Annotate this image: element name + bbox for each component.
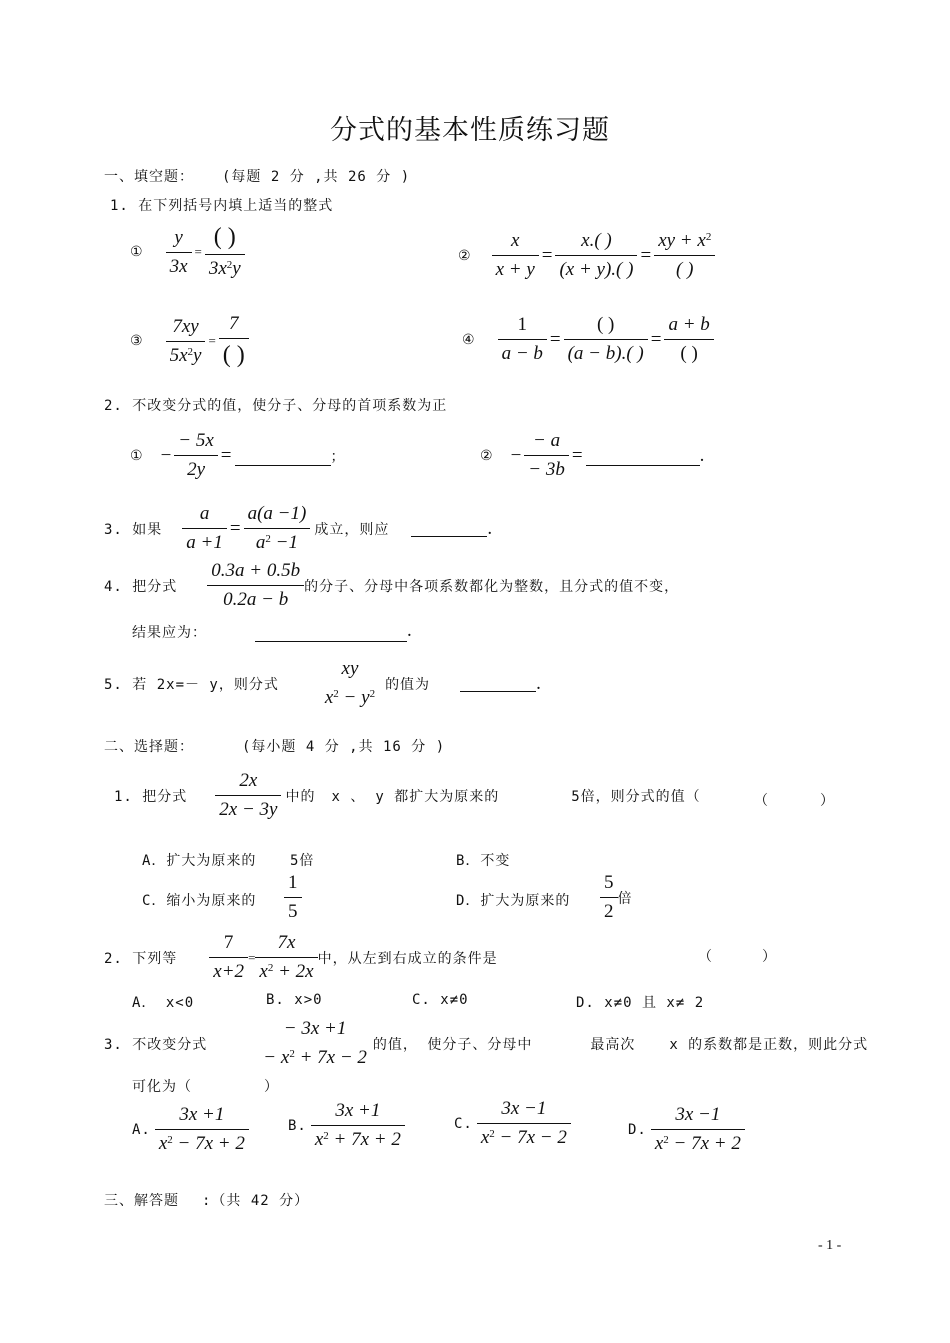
answer-blank[interactable]: [586, 445, 700, 466]
denominator: x+2: [213, 961, 245, 982]
q4-line2-text: 结果应为：: [132, 625, 207, 641]
s3-mid2: 最高次: [590, 1036, 636, 1053]
punctuation: ；: [330, 448, 346, 465]
option-c[interactable]: C. x≠0: [412, 992, 469, 1008]
answer-paren-right: ）: [820, 793, 835, 809]
fraction: [498, 314, 547, 365]
option-b-label: B.: [288, 1117, 307, 1134]
denominator: x + y: [495, 259, 535, 280]
numerator: x.( ): [581, 230, 612, 251]
denominator-tail: −1: [270, 532, 298, 553]
denominator-mid: − y: [338, 687, 370, 708]
denominator: x: [480, 1127, 490, 1148]
fraction: [174, 430, 218, 481]
denominator-tail: + 2x: [273, 961, 314, 982]
numerator: 7x: [277, 932, 296, 953]
denominator: ( ): [222, 342, 245, 368]
fraction: [166, 227, 192, 278]
fraction: $\frac{7x}{x^2 + 2x}$: [255, 932, 317, 983]
marker-2: ②: [480, 447, 494, 464]
fraction: [207, 560, 304, 611]
denominator: x: [324, 687, 334, 708]
denominator-tail: − 7x − 2: [494, 1127, 567, 1148]
numerator: 1: [517, 314, 527, 335]
option-b[interactable]: B. x>0: [266, 992, 323, 1008]
denominator: a +1: [186, 532, 223, 553]
fraction: xy $x^2 - y^2$: [324, 658, 376, 708]
q1-label: 1. 在下列括号内填上适当的整式: [110, 198, 334, 214]
marker-1: ①: [130, 244, 144, 260]
denominator: ( ): [676, 259, 694, 280]
answer-blank[interactable]: [255, 625, 407, 642]
q1-item1: [130, 224, 245, 280]
q5-suffix: 的值为: [385, 676, 431, 693]
fraction: [564, 314, 648, 365]
punctuation: .: [536, 672, 541, 694]
fraction: [664, 314, 713, 365]
s1-text: y 都扩大为原来的: [375, 788, 500, 805]
denominator: a − b: [501, 343, 543, 364]
numerator: a(a −1): [247, 503, 307, 524]
s3-option-a[interactable]: A. $\frac{3x +1}{x^2 - 7x + 2}$: [132, 1104, 249, 1155]
answer-paren-left: （: [698, 949, 713, 965]
s3: [104, 1018, 868, 1069]
q5: [104, 658, 541, 709]
section3-heading: 三、解答题: [104, 1193, 179, 1209]
s3-option-c[interactable]: C. $\frac{3x -1}{x^2 - 7x - 2}$: [454, 1098, 571, 1149]
option-a-value: 5倍: [290, 853, 315, 869]
numerator: y: [174, 226, 183, 248]
denominator: x: [654, 1133, 664, 1154]
fraction: $\frac{xy + x^2}{( )}$: [654, 230, 715, 281]
equals-sign: =: [208, 333, 216, 348]
marker-2: ②: [458, 247, 472, 264]
fraction: $\frac{( )}{3x^2y}$: [205, 224, 245, 280]
option-a[interactable]: A．扩大为原来的: [142, 853, 257, 869]
denominator: 3x: [169, 255, 188, 277]
numerator: 2x: [239, 770, 258, 791]
s3-tail: x 的系数都是正数，则此分式: [669, 1036, 869, 1053]
option-d-label: D.: [628, 1121, 647, 1138]
fraction: − 3x +1 − $x^2 + 7x - 2$: [263, 1018, 367, 1068]
denominator: (x + y).( ): [559, 259, 634, 280]
numerator: ( ): [213, 224, 236, 250]
punctuation: .: [407, 620, 412, 641]
equals-sign: =: [549, 328, 561, 350]
s2: [104, 932, 498, 983]
numerator: 3x −1: [675, 1104, 721, 1125]
marker-3: ③: [130, 333, 144, 349]
q5-prefix: 5. 若 2x=－ y，则分式: [104, 676, 279, 693]
section1-heading: 一、填空题：: [104, 169, 194, 185]
minus-sign: −: [510, 444, 522, 466]
denominator: 5: [288, 901, 298, 922]
denominator: 2: [604, 901, 614, 922]
equals-sign: =: [640, 244, 652, 266]
page-title: 分式的基本性质练习题: [330, 115, 610, 146]
q3-prefix: 3. 如果: [104, 521, 163, 538]
fraction: [215, 770, 281, 821]
s3-mid: 的值， 使分子、分母中: [372, 1036, 533, 1053]
s1-mid: 中的: [285, 788, 316, 805]
s3-option-b[interactable]: B. $\frac{3x +1}{x^2 + 7x + 2}$: [288, 1100, 405, 1151]
numerator: 0.3a + 0.5b: [211, 560, 301, 581]
fraction: [555, 230, 637, 281]
denominator: a: [255, 532, 266, 553]
answer-blank[interactable]: [235, 445, 331, 466]
marker-4: ④: [462, 331, 476, 348]
q4-suffix: 的分子、分母中各项系数都化为整数，且分式的值不变，: [304, 578, 680, 595]
denominator-tail: − 7x + 2: [668, 1133, 741, 1154]
s1-text2: 5倍，则分式的值（: [571, 788, 701, 805]
denominator-tail: − 7x + 2: [172, 1133, 245, 1154]
q4-line2: [132, 620, 412, 642]
option-d[interactable]: D. x≠0 且 x≠ 2: [576, 995, 705, 1011]
denominator: 5x: [169, 344, 188, 366]
option-c-label: C.: [454, 1115, 473, 1132]
s2-prefix: 2. 下列等: [104, 950, 178, 967]
option-a-label: A.: [132, 1121, 151, 1138]
answer-paren-right: ）: [264, 1079, 279, 1095]
denominator: ( ): [680, 343, 698, 364]
marker-1: ①: [130, 447, 144, 464]
q3: [104, 503, 492, 554]
q4: [104, 560, 679, 611]
numerator: 3x +1: [335, 1100, 381, 1121]
q2-item2: [480, 430, 704, 481]
numerator: x: [510, 230, 520, 251]
denominator: 2y: [187, 459, 205, 480]
s3-line2: 可化为（: [132, 1079, 192, 1095]
option-a[interactable]: A． x<0: [132, 995, 195, 1011]
numerator: 7xy: [172, 315, 199, 337]
s1-prefix: 1. 把分式: [114, 788, 188, 805]
numerator: 3x +1: [179, 1104, 225, 1125]
s3-prefix: 3. 不改变分式: [104, 1036, 208, 1053]
numerator: 3x −1: [501, 1098, 547, 1119]
option-c-fraction: [284, 872, 302, 923]
option-d-suffix: 倍: [617, 890, 633, 907]
answer-blank[interactable]: [411, 520, 487, 537]
numerator: a: [199, 503, 210, 524]
numerator: 7: [229, 313, 239, 334]
numerator: xy: [341, 658, 359, 679]
numerator: xy + x: [658, 230, 706, 251]
equals-sign: =: [541, 244, 553, 266]
denominator: 3x: [208, 258, 227, 279]
option-d-fraction: [600, 872, 633, 923]
s1: [114, 770, 701, 821]
numerator: − a: [533, 430, 561, 451]
equals-sign: =: [571, 444, 583, 466]
equals-sign: =: [220, 444, 232, 466]
option-b[interactable]: B．不变: [456, 853, 511, 869]
equals-sign: =: [248, 949, 256, 965]
fraction: $\frac{a(a -1)}{a^2 -1}$: [244, 503, 311, 554]
section3-score: :（共 42 分）: [202, 1193, 310, 1209]
denominator: x: [314, 1129, 324, 1150]
page-number: - 1 -: [818, 1238, 842, 1253]
answer-blank[interactable]: [460, 675, 536, 692]
equals-sign: =: [650, 328, 662, 350]
denominator: (a − b).( ): [567, 343, 644, 364]
fraction: [492, 230, 539, 281]
section1-score: (每题 2 分 ,共 26 分 ): [222, 169, 411, 185]
option-d[interactable]: D．扩大为原来的: [456, 893, 571, 909]
denominator: 0.2a − b: [223, 589, 289, 610]
s3-option-d[interactable]: D. $\frac{3x -1}{x^2 - 7x + 2}$: [628, 1104, 745, 1155]
q4-prefix: 4. 把分式: [104, 578, 178, 595]
numerator: 1: [288, 872, 298, 893]
fraction: [524, 430, 569, 481]
q1-item2: [458, 230, 715, 281]
s2-suffix: 中，从左到右成立的条件是: [317, 950, 498, 967]
fraction: $\frac{7xy}{5x^2y}$: [166, 316, 206, 367]
option-c[interactable]: C．缩小为原来的: [142, 893, 257, 909]
answer-paren-left: （: [754, 793, 769, 809]
q2-label: 2. 不改变分式的值，使分子、分母的首项系数为正: [104, 398, 448, 414]
numerator: − 3x +1: [283, 1018, 347, 1039]
numerator: ( ): [596, 314, 615, 335]
fraction: [182, 503, 227, 554]
answer-paren-right: ）: [762, 949, 777, 965]
equals-sign: =: [194, 244, 202, 259]
q1-item3: [130, 313, 249, 369]
q2-item1: [130, 430, 346, 481]
section2-score: (每小题 4 分 ,共 16 分 ): [242, 739, 446, 755]
numerator: 5: [604, 872, 614, 893]
fraction: [219, 313, 249, 369]
denominator-tail: + 7x + 2: [328, 1129, 401, 1150]
denominator: − 3b: [528, 459, 565, 480]
q3-suffix: 成立，则应: [314, 521, 390, 538]
denominator: − x: [263, 1047, 290, 1068]
numerator: − 5x: [178, 430, 214, 451]
fraction: [209, 932, 248, 983]
denominator: 2x − 3y: [219, 799, 278, 820]
denominator: x: [259, 961, 268, 982]
denominator-tail: + 7x − 2: [294, 1047, 367, 1068]
denominator: x: [158, 1133, 168, 1154]
var-x: x 、: [331, 788, 366, 805]
section2-heading: 二、选择题：: [104, 739, 194, 755]
punctuation: .: [699, 444, 705, 466]
numerator: 7: [223, 932, 234, 953]
q1-item4: [462, 314, 714, 365]
punctuation: .: [487, 517, 493, 539]
equals-sign: =: [229, 517, 241, 539]
numerator: a + b: [668, 314, 710, 335]
minus-sign: −: [160, 444, 172, 466]
